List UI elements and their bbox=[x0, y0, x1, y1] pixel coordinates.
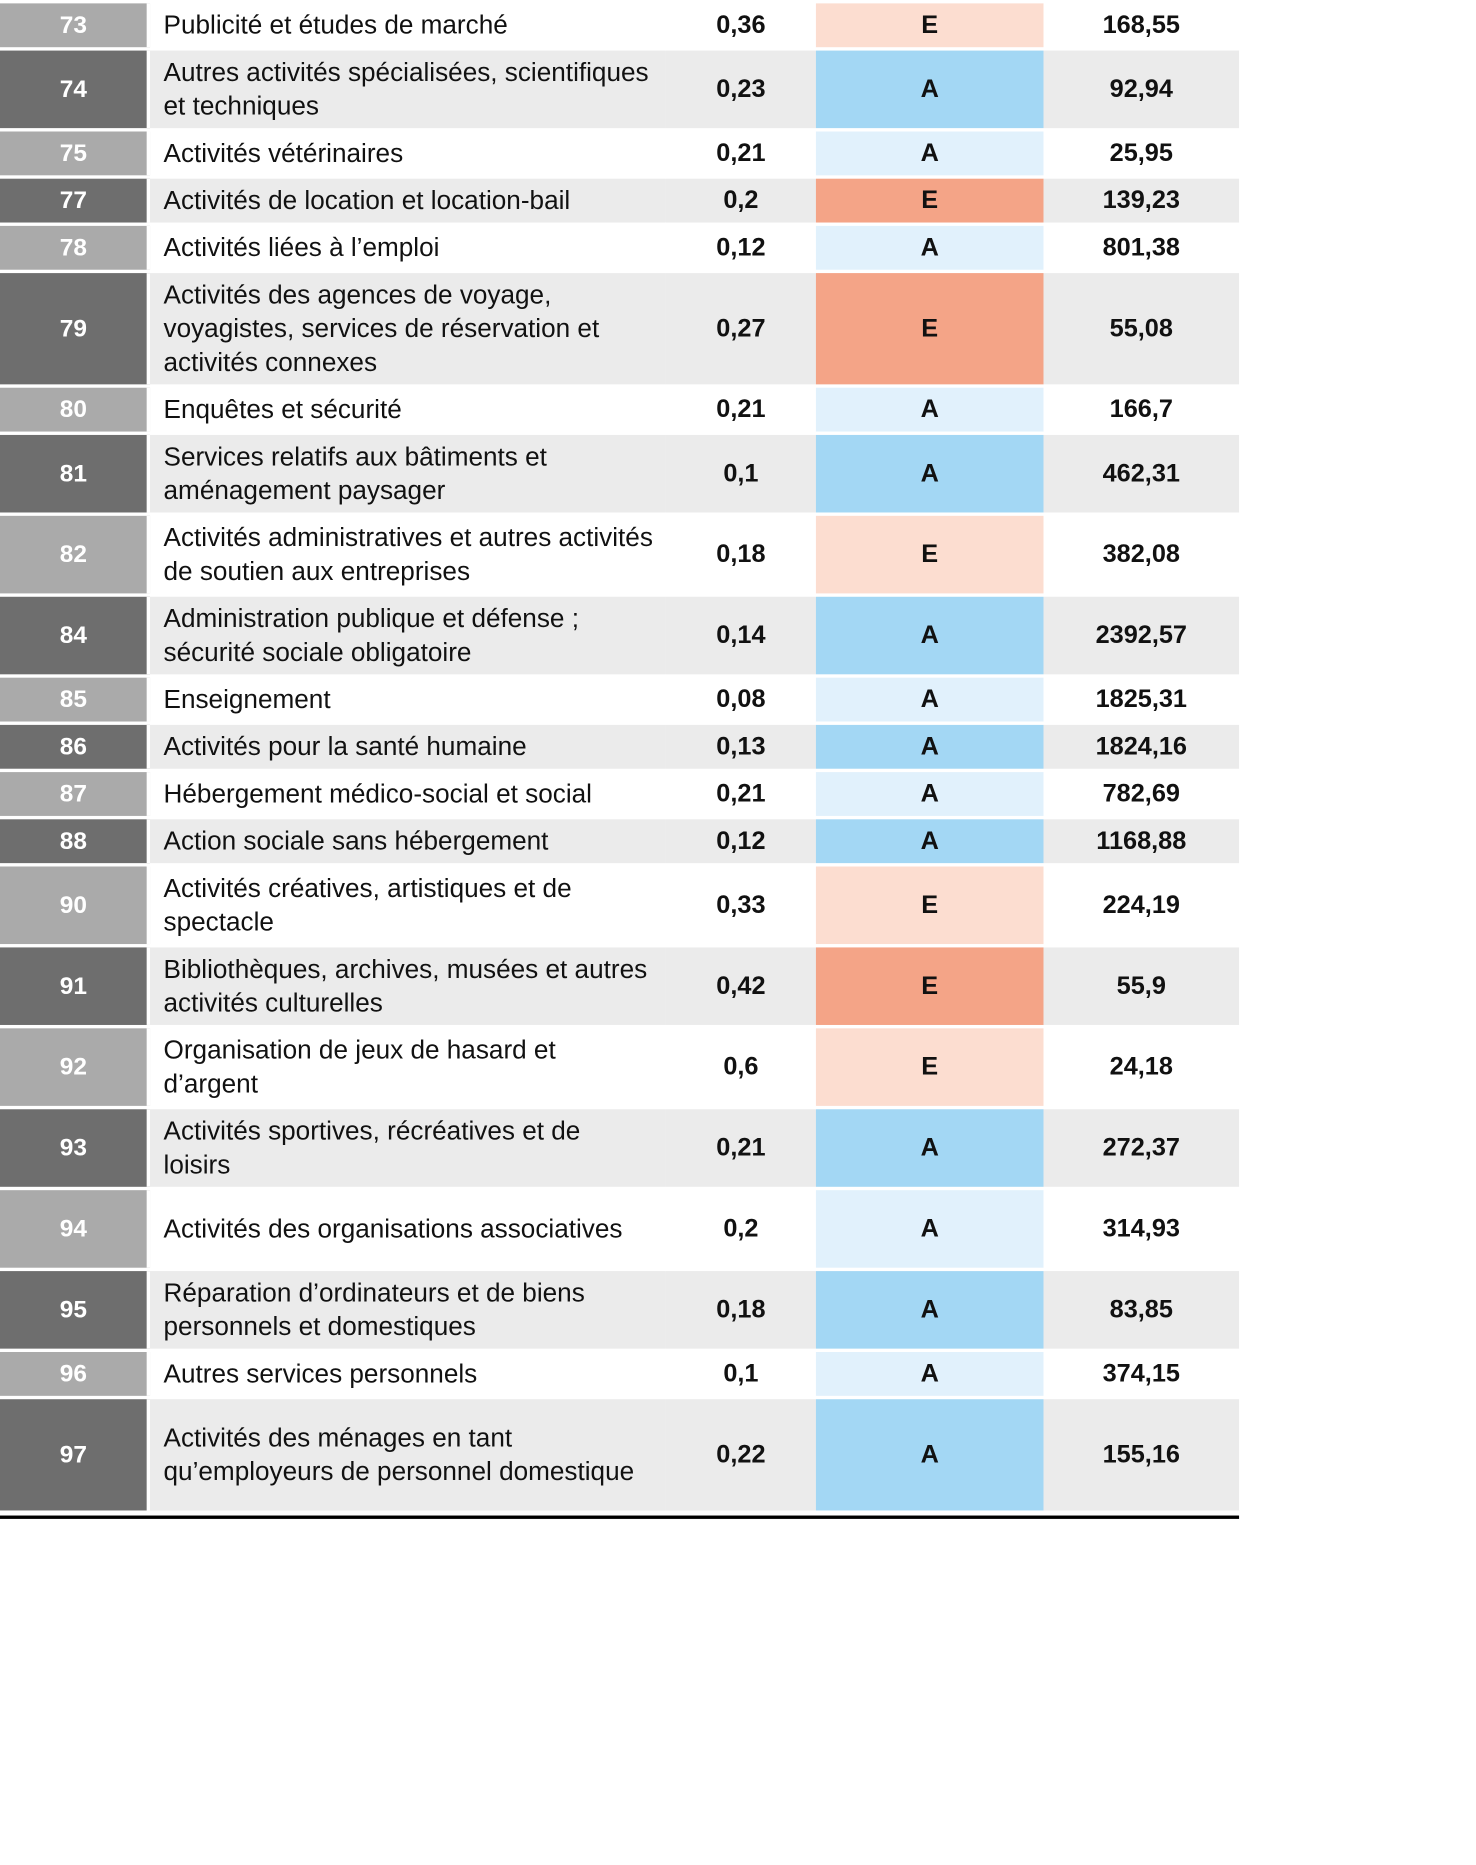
grade-badge: A bbox=[816, 1109, 1044, 1187]
sector-label: Activités de location et location-bail bbox=[150, 179, 666, 223]
sector-code: 82 bbox=[0, 516, 150, 594]
amount-value: 55,9 bbox=[1044, 947, 1240, 1025]
table-row bbox=[0, 725, 1239, 769]
grade-badge: A bbox=[816, 226, 1044, 270]
sector-label: Activités créatives, artistiques et de spectacle bbox=[163, 873, 572, 937]
sector-code: 87 bbox=[0, 772, 150, 816]
sector-label: Activités des ménages en tant qu’employeurs de personnel domestique bbox=[150, 1399, 666, 1510]
ratio-value: 0,21 bbox=[716, 139, 766, 167]
sector-code: 84 bbox=[0, 597, 150, 675]
table-row bbox=[0, 51, 1239, 129]
sector-label: Activités des organisations associatives bbox=[163, 1213, 623, 1244]
sector-label: Autres services personnels bbox=[163, 1358, 478, 1389]
sector-code: 74 bbox=[0, 51, 150, 129]
sector-label: Autres activités spécialisées, scientifiques et techniques bbox=[150, 51, 666, 129]
sector-code: 77 bbox=[0, 179, 150, 223]
sector-code: 78 bbox=[0, 226, 150, 270]
grade-badge: A bbox=[816, 388, 1044, 432]
table-bottom-rule bbox=[0, 1516, 1239, 1519]
ratio-value: 0,36 bbox=[716, 10, 766, 39]
sector-code: 90 bbox=[0, 867, 150, 945]
table-row bbox=[0, 179, 1239, 223]
grade-badge: A bbox=[816, 131, 1044, 175]
table-row bbox=[0, 867, 1239, 945]
amount-value: 83,85 bbox=[1044, 1271, 1240, 1349]
grade-badge: A bbox=[816, 597, 1044, 675]
table-row bbox=[0, 435, 1239, 513]
sector-label: Administration publique et défense ; sécurité sociale obligatoire bbox=[150, 597, 666, 675]
amount-value: 1168,88 bbox=[1044, 819, 1240, 863]
ratio-value: 0,33 bbox=[716, 890, 766, 919]
grade-badge: A bbox=[816, 1399, 1044, 1510]
grade-badge: A bbox=[816, 819, 1044, 863]
amount-value: 224,19 bbox=[1102, 890, 1180, 919]
table-row bbox=[0, 1352, 1239, 1396]
sector-code: 81 bbox=[0, 435, 150, 513]
sector-label: Réparation d’ordinateurs et de biens personnels et domestiques bbox=[150, 1271, 666, 1349]
ratio-value: 0,2 bbox=[723, 1214, 759, 1243]
grade-badge: A bbox=[816, 51, 1044, 129]
amount-value: 382,08 bbox=[1102, 540, 1180, 569]
amount-value: 2392,57 bbox=[1044, 597, 1240, 675]
amount-value: 782,69 bbox=[1102, 779, 1180, 808]
sector-label: Action sociale sans hébergement bbox=[150, 819, 666, 863]
sector-label: Activités administratives et autres activités de soutien aux entreprises bbox=[163, 522, 653, 586]
ratio-value: 0,23 bbox=[666, 51, 816, 129]
ratio-value: 0,42 bbox=[666, 947, 816, 1025]
ratio-value: 0,18 bbox=[666, 1271, 816, 1349]
table-row bbox=[0, 678, 1239, 722]
table-row bbox=[0, 516, 1239, 594]
grade-badge: E bbox=[816, 273, 1044, 384]
sector-label: Activités liées à l’emploi bbox=[163, 232, 440, 263]
sector-label: Enquêtes et sécurité bbox=[163, 394, 402, 424]
ratio-value: 0,12 bbox=[666, 819, 816, 863]
ratio-value: 0,18 bbox=[716, 540, 766, 569]
sector-code: 95 bbox=[0, 1271, 150, 1349]
amount-value: 314,93 bbox=[1102, 1214, 1180, 1243]
sector-code: 91 bbox=[0, 947, 150, 1025]
ratio-value: 0,22 bbox=[666, 1399, 816, 1510]
grade-badge: A bbox=[816, 1271, 1044, 1349]
amount-value: 374,15 bbox=[1102, 1359, 1180, 1388]
table-row bbox=[0, 819, 1239, 863]
sector-code: 73 bbox=[0, 3, 150, 47]
table-row bbox=[0, 226, 1239, 270]
sector-label: Enseignement bbox=[163, 684, 331, 714]
sector-label: Activités sportives, récréatives et de loisirs bbox=[150, 1109, 666, 1187]
grade-badge: A bbox=[816, 1190, 1044, 1268]
sector-code: 97 bbox=[0, 1399, 150, 1510]
sector-label: Organisation de jeux de hasard et d’argent bbox=[163, 1035, 556, 1099]
grade-badge: A bbox=[816, 435, 1044, 513]
grade-badge: A bbox=[816, 772, 1044, 816]
amount-value: 25,95 bbox=[1109, 139, 1173, 167]
table-row bbox=[0, 597, 1239, 675]
table-row bbox=[0, 947, 1239, 1025]
amount-value: 168,55 bbox=[1102, 10, 1180, 39]
amount-value: 155,16 bbox=[1044, 1399, 1240, 1510]
table-row bbox=[0, 1109, 1239, 1187]
amount-value: 166,7 bbox=[1109, 395, 1173, 424]
grade-badge: E bbox=[816, 1028, 1044, 1106]
table-row bbox=[0, 1190, 1239, 1268]
table-row bbox=[0, 3, 1239, 47]
sector-code: 80 bbox=[0, 388, 150, 432]
amount-value: 462,31 bbox=[1044, 435, 1240, 513]
ratio-value: 0,2 bbox=[666, 179, 816, 223]
ratio-value: 0,14 bbox=[666, 597, 816, 675]
ratio-value: 0,21 bbox=[666, 1109, 816, 1187]
ratio-value: 0,08 bbox=[716, 685, 766, 714]
grade-badge: E bbox=[816, 947, 1044, 1025]
amount-value: 55,08 bbox=[1044, 273, 1240, 384]
sector-code: 85 bbox=[0, 678, 150, 722]
sector-label: Services relatifs aux bâtiments et aménagement paysager bbox=[150, 435, 666, 513]
sector-label: Bibliothèques, archives, musées et autres activités culturelles bbox=[150, 947, 666, 1025]
grade-badge: A bbox=[816, 678, 1044, 722]
ratio-value: 0,13 bbox=[666, 725, 816, 769]
grade-badge: E bbox=[816, 516, 1044, 594]
grade-badge: E bbox=[816, 179, 1044, 223]
ratio-value: 0,1 bbox=[723, 1359, 759, 1388]
grade-badge: A bbox=[816, 725, 1044, 769]
sector-code: 92 bbox=[0, 1028, 150, 1106]
amount-value: 24,18 bbox=[1109, 1052, 1173, 1081]
sector-code: 79 bbox=[0, 273, 150, 384]
ratio-value: 0,1 bbox=[666, 435, 816, 513]
amount-value: 801,38 bbox=[1102, 233, 1180, 262]
table-row bbox=[0, 388, 1239, 432]
amount-value: 272,37 bbox=[1044, 1109, 1240, 1187]
sector-code: 96 bbox=[0, 1352, 150, 1396]
sector-label: Hébergement médico-social et social bbox=[163, 778, 592, 809]
ratio-value: 0,27 bbox=[666, 273, 816, 384]
grade-badge: E bbox=[816, 3, 1044, 47]
ratio-value: 0,21 bbox=[716, 395, 766, 424]
table-row bbox=[0, 1271, 1239, 1349]
amount-value: 139,23 bbox=[1044, 179, 1240, 223]
sector-code: 93 bbox=[0, 1109, 150, 1187]
sector-label: Activités pour la santé humaine bbox=[150, 725, 666, 769]
grade-badge: A bbox=[816, 1352, 1044, 1396]
table-row bbox=[0, 273, 1239, 384]
table-row bbox=[0, 772, 1239, 816]
amount-value: 92,94 bbox=[1044, 51, 1240, 129]
sector-label: Activités des agences de voyage, voyagistes, services de réservation et activités connexes bbox=[150, 273, 666, 384]
sector-label: Publicité et études de marché bbox=[163, 10, 508, 40]
table-row bbox=[0, 1399, 1239, 1510]
table-row bbox=[0, 1028, 1239, 1106]
sector-code: 86 bbox=[0, 725, 150, 769]
sector-code: 94 bbox=[0, 1190, 150, 1268]
ratio-value: 0,12 bbox=[716, 233, 766, 262]
table-row bbox=[0, 131, 1239, 175]
sector-label: Activités vétérinaires bbox=[163, 138, 404, 168]
grade-badge: E bbox=[816, 867, 1044, 945]
ratio-value: 0,21 bbox=[716, 779, 766, 808]
amount-value: 1824,16 bbox=[1044, 725, 1240, 769]
sector-table-body bbox=[0, 3, 1239, 1510]
amount-value: 1825,31 bbox=[1095, 685, 1187, 714]
sector-code: 88 bbox=[0, 819, 150, 863]
ratio-value: 0,6 bbox=[723, 1052, 759, 1081]
sector-code: 75 bbox=[0, 131, 150, 175]
